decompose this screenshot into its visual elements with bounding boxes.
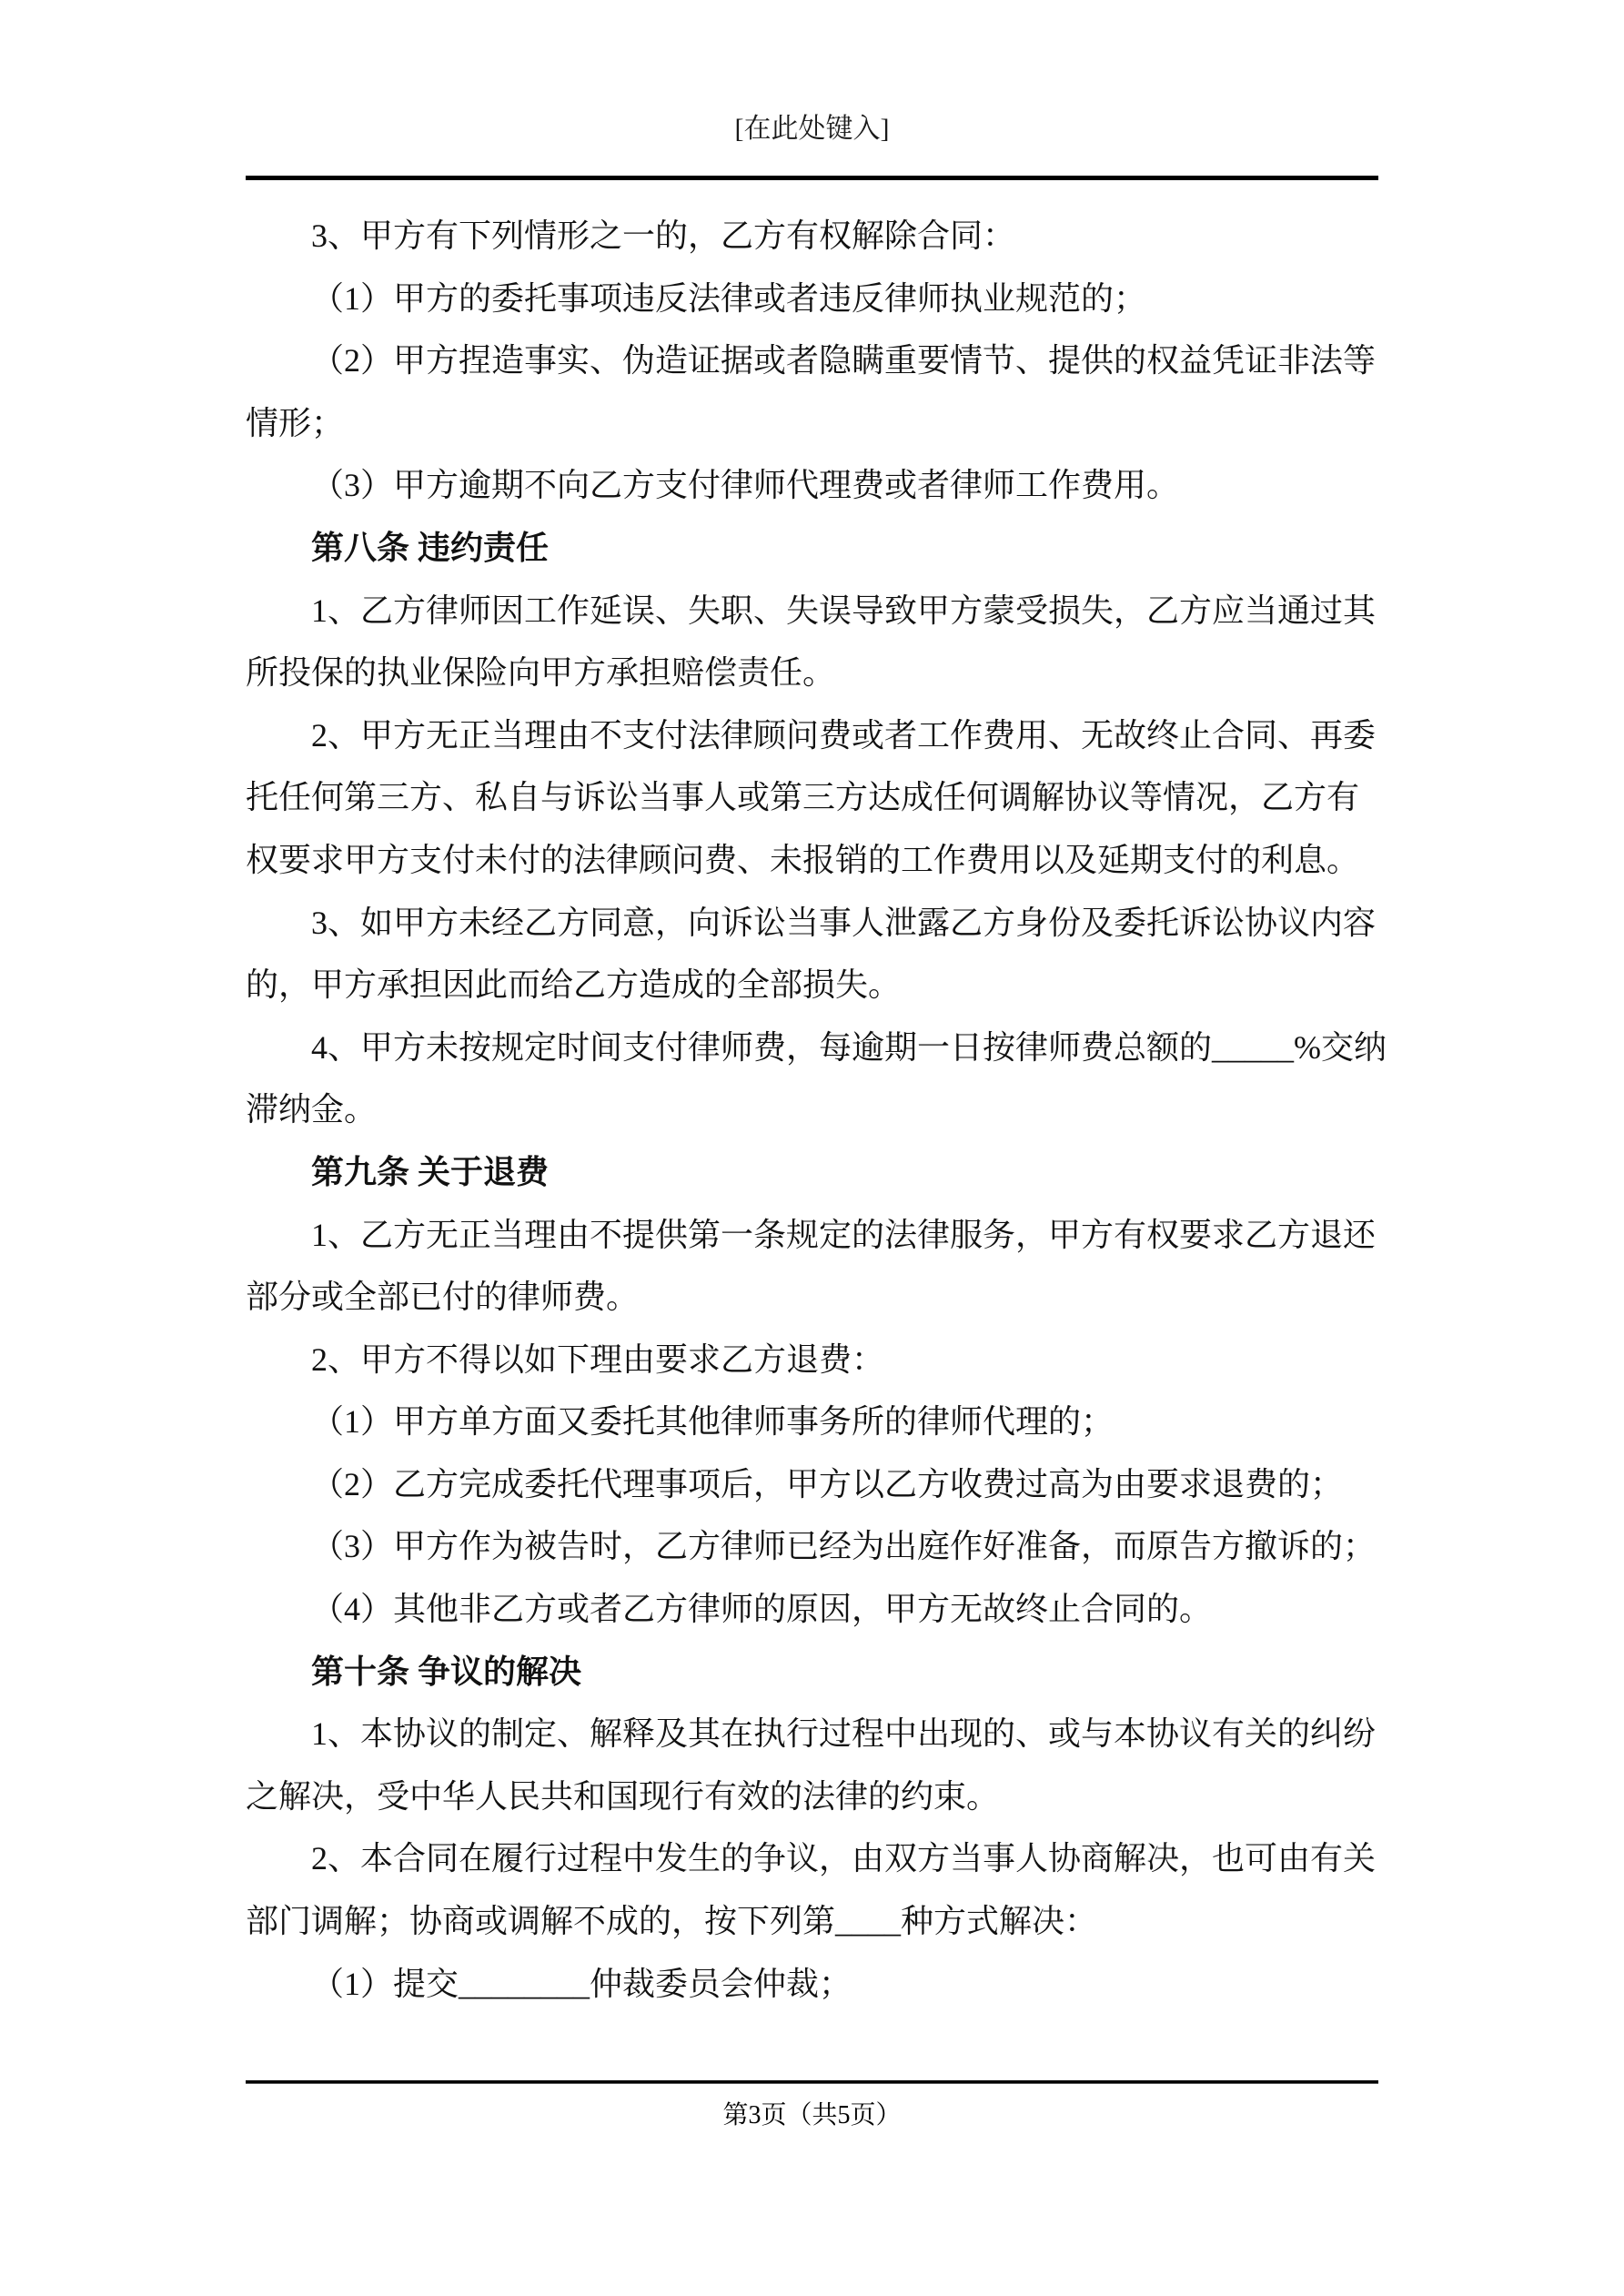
document-body <box>246 205 1390 2015</box>
header-rule <box>246 176 1378 180</box>
contract-paragraph: （1）甲方单方面又委托其他律师事务所的律师代理的； <box>311 1403 1115 1441</box>
section-heading: 第八条 违约责任 <box>311 529 550 566</box>
contract-paragraph: 1、本协议的制定、解释及其在执行过程中出现的、或与本协议有关的纠纷之解决，受中华人民共和国现行有效的法律的约束。 <box>246 1715 1377 1815</box>
contract-paragraph: 3、如甲方未经乙方同意，向诉讼当事人泄露乙方身份及委托诉讼协议内容的，甲方承担因此而给乙方造成的全部损失。 <box>246 904 1377 1004</box>
contract-paragraph: 3、甲方有下列情形之一的，乙方有权解除合同： <box>311 217 1016 254</box>
contract-paragraph: （1）甲方的委托事项违反法律或者违反律师执业规范的； <box>311 279 1147 317</box>
contract-paragraph: 1、乙方无正当理由不提供第一条规定的法律服务，甲方有权要求乙方退还部分或全部已付的律师费。 <box>246 1216 1377 1316</box>
contract-paragraph: 2、甲方不得以如下理由要求乙方退费： <box>311 1340 885 1378</box>
section-heading: 第十条 争议的解决 <box>311 1653 582 1690</box>
header-type-here-placeholder[interactable]: [在此处键入] <box>734 114 890 144</box>
contract-paragraph: （2）乙方完成委托代理事项后，甲方以乙方收费过高为由要求退费的； <box>311 1465 1344 1502</box>
contract-paragraph: （3）甲方逾期不向乙方支付律师代理费或者律师工作费用。 <box>311 467 1180 504</box>
contract-paragraph: （2）甲方捏造事实、伪造证据或者隐瞒重要情节、提供的权益凭证非法等情形； <box>246 342 1377 441</box>
contract-paragraph: 1、乙方律师因工作延误、失职、失误导致甲方蒙受损失，乙方应当通过其所投保的执业保险向甲方承担赔偿责任。 <box>246 592 1377 692</box>
contract-paragraph: 2、甲方无正当理由不支付法律顾问费或者工作费用、无故终止合同、再委托任何第三方、私自与诉讼当事人或第三方达成任何调解协议等情况，乙方有权要求甲方支付未付的法律顾问费、未报销的工作费用以及延期支付的利息。 <box>246 716 1377 878</box>
contract-paragraph: （3）甲方作为被告时，乙方律师已经为出庭作好准备，而原告方撤诉的； <box>311 1528 1377 1565</box>
contract-paragraph: （4）其他非乙方或者乙方律师的原因，甲方无故终止合同的。 <box>311 1591 1213 1628</box>
footer-page-indicator: 第3页（共5页） <box>722 2101 902 2129</box>
section-heading: 第九条 关于退费 <box>311 1153 550 1190</box>
footer-rule <box>246 2080 1378 2084</box>
contract-paragraph: 4、甲方未按规定时间支付律师费，每逾期一日按律师费总额的_____%交纳滞纳金。 <box>246 1028 1387 1128</box>
contract-paragraph: 2、本合同在履行过程中发生的争议，由双方当事人协商解决，也可由有关部门调解；协商或调解不成的，按下列第____种方式解决： <box>246 1840 1377 1940</box>
contract-paragraph: （1）提交________仲裁委员会仲裁； <box>311 1965 852 2002</box>
